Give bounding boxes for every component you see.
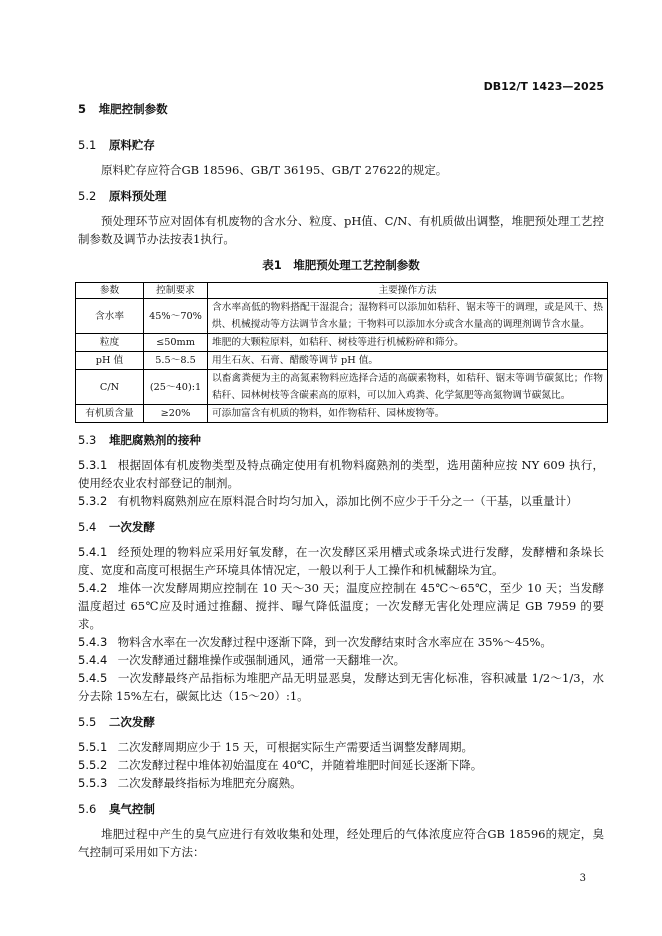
- table-header-row: [76, 283, 608, 299]
- clause-number: 5.4.3: [78, 635, 108, 649]
- section-title: 一次发酵: [108, 520, 155, 534]
- section-title: 堆肥腐熟剂的接种: [108, 433, 201, 447]
- section-title: 原料贮存: [108, 138, 155, 152]
- clause-number: 5.4.1: [78, 545, 108, 559]
- table-header-cell: 主要操作方法: [208, 283, 608, 299]
- param-cell: 有机质含量: [76, 405, 144, 423]
- clause-number: 5.5.3: [78, 776, 108, 790]
- table-row: [76, 299, 608, 334]
- clause-5-4-2: [78, 579, 604, 633]
- section-heading-5-5: [78, 713, 604, 731]
- chapter-title: 堆肥控制参数: [98, 102, 168, 116]
- requirement-cell: (25～40):1: [144, 370, 208, 405]
- table-caption: [78, 256, 604, 274]
- document-code-header: DB12/T 1423—2025: [483, 80, 604, 93]
- page-number: 3: [579, 873, 586, 884]
- clause-text: 二次发酵周期应少于 15 天，可根据实际生产需要适当调整发酵周期。: [117, 740, 474, 754]
- param-cell: 粒度: [76, 334, 144, 352]
- clause-5-4-4: [78, 651, 604, 669]
- method-cell: 用生石灰、石膏、醋酸等调节 pH 值。: [208, 352, 608, 370]
- method-cell: 堆肥的大颗粒原料，如秸秆、树枝等进行机械粉碎和筛分。: [208, 334, 608, 352]
- clause-number: 5.4.5: [78, 671, 108, 685]
- clause-5-4-1: [78, 543, 604, 579]
- section-heading-5-2: [78, 187, 604, 205]
- section-heading-5-6: [78, 800, 604, 818]
- clause-number: 5.3.1: [78, 458, 108, 472]
- chapter-heading: [78, 100, 604, 118]
- clause-5-5-2: [78, 756, 604, 774]
- method-cell: 含水率高低的物料搭配干湿混合；湿物料可以添加如秸秆、锯末等干的调理，或是风干、热烘、机械搅动等方法调节含水量；干物料可以添加水分或含水量高的调理剂调节含水量。: [208, 299, 608, 334]
- section-number: 5.4: [78, 520, 97, 534]
- clause-text: 二次发酵过程中堆体初始温度在 40℃，并随着堆肥时间延长逐渐下降。: [117, 758, 483, 772]
- section-number: 5.2: [78, 189, 97, 203]
- clause-5-3-2: [78, 492, 604, 510]
- clause-text: 根据固体有机废物类型及特点确定使用有机物料腐熟剂的类型，选用菌种应按 NY 609 执行，使用经农业农村部登记的制剂。: [78, 458, 604, 490]
- clause-number: 5.4.4: [78, 653, 108, 667]
- clause-text: 二次发酵最终指标为堆肥充分腐熟。: [117, 776, 302, 790]
- param-cell: 含水率: [76, 299, 144, 334]
- requirement-cell: 45%～70%: [144, 299, 208, 334]
- section-title: 二次发酵: [108, 715, 155, 729]
- table-caption-number: 表1: [262, 258, 282, 272]
- clause-5-3-1: [78, 456, 604, 492]
- section-number: 5.5: [78, 715, 97, 729]
- preprocessing-parameters-table: [75, 282, 608, 423]
- section-number: 5.3: [78, 433, 97, 447]
- clause-text: 一次发酵最终产品指标为堆肥产品无明显恶臭，发酵达到无害化标准，容积减量 1/2～1/3，水分去除 15%左右，碳氮比达（15～20）:1。: [78, 671, 604, 703]
- section-heading-5-3: [78, 431, 604, 449]
- method-cell: 以畜禽粪便为主的高氮素物料应选择合适的高碳素物料，如秸秆、锯末等调节碳氮比；作物秸秆、园林树枝等含碳素高的原料，可以加入鸡粪、化学氮肥等高氮物调节碳氮比。: [208, 370, 608, 405]
- table-caption-title: 堆肥预处理工艺控制参数: [293, 258, 420, 272]
- requirement-cell: 5.5～8.5: [144, 352, 208, 370]
- clause-5-4-3: [78, 633, 604, 651]
- table-row: [76, 405, 608, 423]
- clause-5-5-1: [78, 738, 604, 756]
- clause-text: 有机物料腐熟剂应在原料混合时均匀加入，添加比例不应少于千分之一（干基，以重量计）: [117, 494, 578, 508]
- chapter-number: 5: [78, 102, 87, 116]
- section-title: 原料预处理: [108, 189, 167, 203]
- param-cell: pH 值: [76, 352, 144, 370]
- clause-5-4-5: [78, 669, 604, 705]
- table-header-cell: 控制要求: [144, 283, 208, 299]
- clause-text: 经预处理的物料应采用好氧发酵，在一次发酵区采用槽式或条垛式进行发酵，发酵槽和条垛长度、宽度和高度可根据生产环境具体情况定，一般以利于人工操作和机械翻垛为宜。: [78, 545, 604, 577]
- paragraph-5-6: 堆肥过程中产生的臭气应进行有效收集和处理，经处理后的气体浓度应符合GB 18596的规定，臭气控制可采用如下方法：: [78, 827, 604, 859]
- section-number: 5.1: [78, 138, 97, 152]
- clause-text: 物料含水率在一次发酵过程中逐渐下降，到一次发酵结束时含水率应在 35%～45%。: [117, 635, 552, 649]
- table-header-cell: 参数: [76, 283, 144, 299]
- method-cell: 可添加富含有机质的物料，如作物秸秆、园林废物等。: [208, 405, 608, 423]
- param-cell: C/N: [76, 370, 144, 405]
- clause-text: 堆体一次发酵周期应控制在 10 天～30 天；温度应控制在 45℃～65℃，至少 10 天；当发酵温度超过 65℃应及时通过推翻、搅拌、曝气降低温度；一次发酵无害化处理应满足 GB 7959 的要求。: [78, 581, 604, 631]
- clause-number: 5.4.2: [78, 581, 108, 595]
- clause-number: 5.3.2: [78, 494, 108, 508]
- table-row: [76, 370, 608, 405]
- paragraph-5-2: 预处理环节应对固体有机废物的含水分、粒度、pH值、C/N、有机质做出调整，堆肥预处理工艺控制参数及调节办法按表1执行。: [78, 214, 604, 246]
- section-title: 臭气控制: [108, 802, 155, 816]
- section-heading-5-1: [78, 136, 604, 154]
- requirement-cell: ≤50mm: [144, 334, 208, 352]
- requirement-cell: ≥20%: [144, 405, 208, 423]
- section-heading-5-4: [78, 518, 604, 536]
- clause-5-5-3: [78, 774, 604, 792]
- section-number: 5.6: [78, 802, 97, 816]
- paragraph-5-1: 原料贮存应符合GB 18596、GB/T 36195、GB/T 27622的规定。: [101, 163, 448, 177]
- table-row: [76, 352, 608, 370]
- table-row: [76, 334, 608, 352]
- clause-number: 5.5.1: [78, 740, 108, 754]
- clause-text: 一次发酵通过翻堆操作或强制通风，通常一天翻堆一次。: [117, 653, 406, 667]
- clause-number: 5.5.2: [78, 758, 108, 772]
